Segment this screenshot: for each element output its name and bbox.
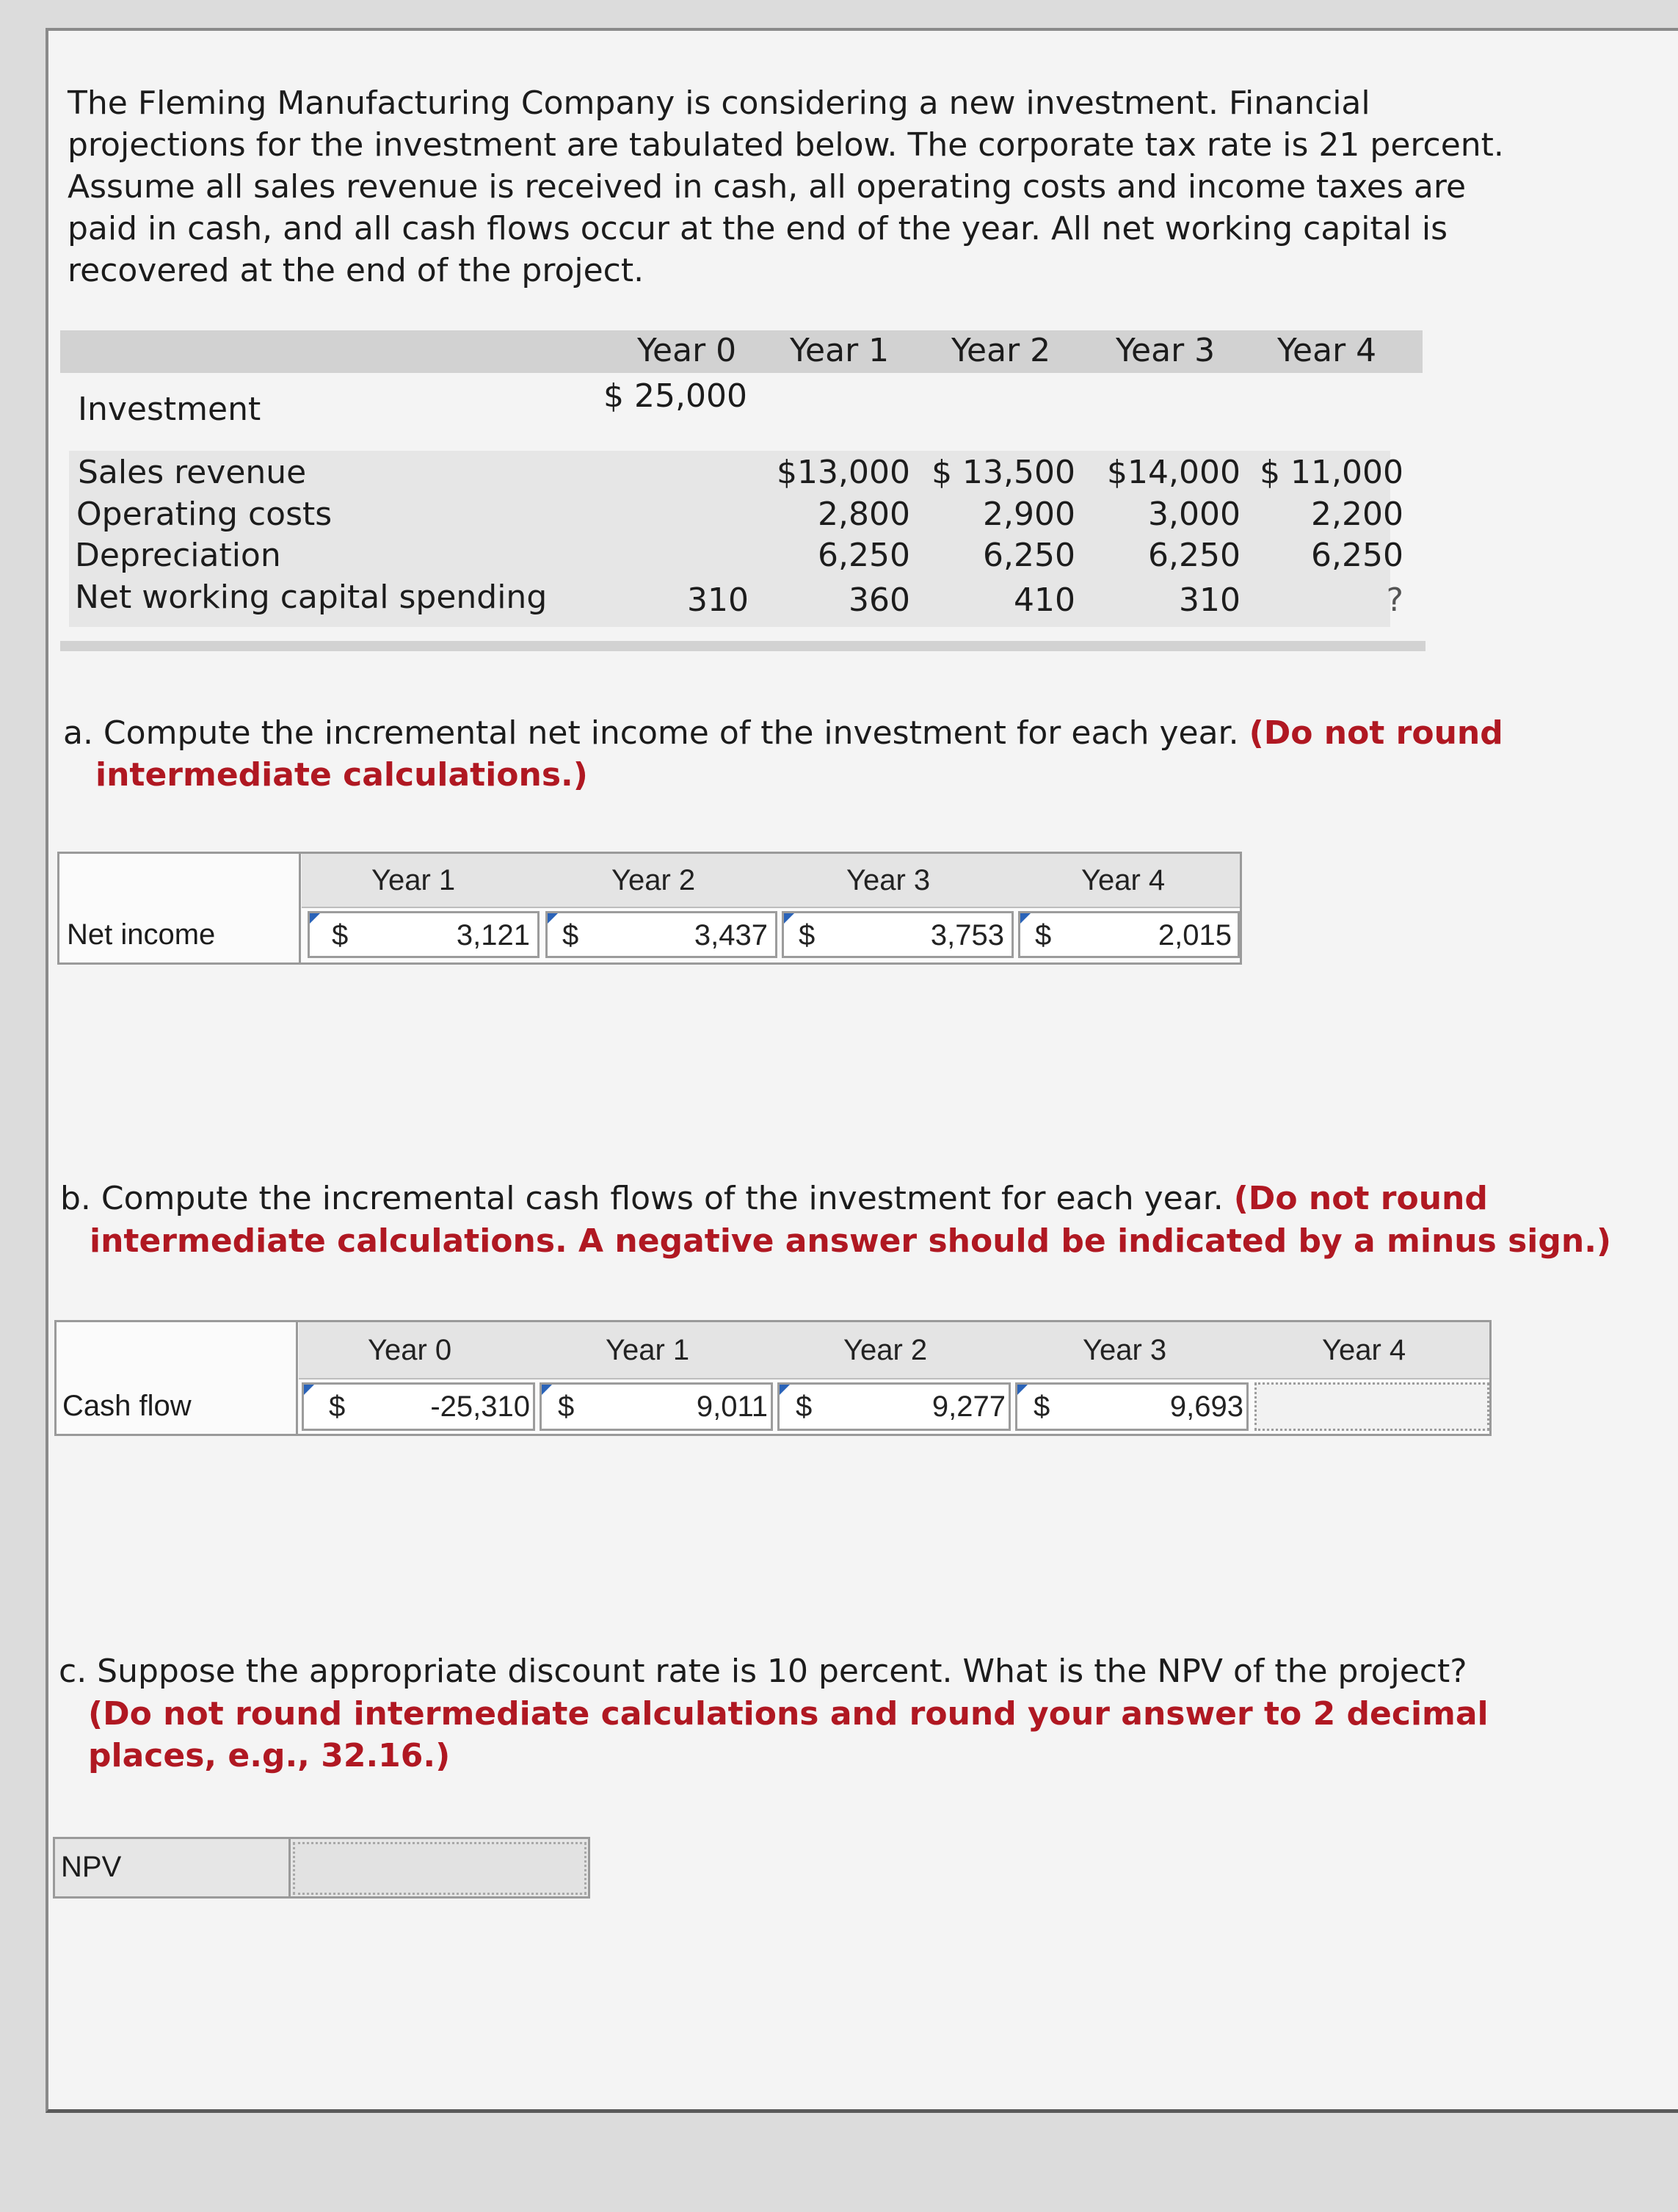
cf-header-year-2: Year 2 [843, 1334, 928, 1366]
net-income-year-1-value: 3,121 [456, 919, 530, 951]
net-income-year-3-input[interactable] [782, 911, 1014, 958]
cash-flow-year-0-input[interactable] [302, 1382, 535, 1431]
npv-input[interactable] [293, 1842, 586, 1895]
proj-header-year-1: Year 1 [790, 332, 890, 369]
net-income-label: Net income [67, 918, 216, 951]
net-income-year-3-value: 3,753 [930, 919, 1004, 951]
proj-row-label: Investment [78, 391, 261, 428]
cf-header-year-1: Year 1 [606, 1334, 690, 1366]
cf-header-year-0: Year 0 [368, 1334, 452, 1366]
proj-nwc-year-3: 310 [1179, 581, 1241, 619]
proj-sales-year-4: $ 11,000 [1260, 454, 1403, 491]
proj-header-year-2: Year 2 [951, 332, 1051, 369]
currency-symbol: $ [332, 919, 349, 951]
proj-nwc-year-0: 310 [687, 581, 749, 619]
flag-icon [548, 913, 558, 924]
net-income-year-2-value: 3,437 [694, 919, 768, 951]
npv-divider [288, 1839, 291, 1896]
flag-icon [784, 913, 794, 924]
npv-label: NPV [61, 1851, 122, 1883]
intro-line-1: The Fleming Manufacturing Company is considering a new investment. Financial [68, 84, 1370, 122]
part-a-prefix: a. Compute the incremental net income of the investment for each year. [63, 714, 1239, 752]
proj-row-label: Sales revenue [78, 454, 307, 491]
proj-dep-year-2: 6,250 [983, 537, 1075, 574]
cash-flow-label: Cash flow [62, 1390, 192, 1422]
cash-flow-year-0-value: -25,310 [430, 1390, 530, 1423]
currency-symbol: $ [562, 919, 579, 951]
proj-sales-year-2: $ 13,500 [931, 454, 1075, 491]
net-income-year-1-input[interactable] [308, 911, 540, 958]
intro-line-4: paid in cash, and all cash flows occur at the end of the year. All net working capital is [68, 210, 1448, 247]
proj-header-year-3: Year 3 [1116, 332, 1216, 369]
part-a-note-2: intermediate calculations.) [95, 756, 588, 794]
npv-table [53, 1837, 590, 1899]
cash-flow-divider [296, 1322, 298, 1434]
flag-icon [542, 1385, 552, 1395]
proj-row-label: Depreciation [75, 537, 281, 574]
ni-header-year-3: Year 3 [846, 864, 931, 896]
flag-icon [304, 1385, 314, 1395]
currency-symbol: $ [1034, 1390, 1050, 1423]
proj-opcost-year-2: 2,900 [983, 496, 1075, 533]
intro-line-3: Assume all sales revenue is received in cash, all operating costs and income taxes are [68, 168, 1467, 206]
currency-symbol: $ [558, 1390, 575, 1423]
cash-flow-table [54, 1320, 1492, 1436]
proj-nwc-year-2: 410 [1014, 581, 1075, 619]
ni-header-year-4: Year 4 [1081, 864, 1166, 896]
part-a-question [63, 712, 1503, 754]
projections-footer-band [60, 641, 1425, 651]
net-income-year-4-value: 2,015 [1158, 919, 1232, 951]
cf-header-year-4: Year 4 [1322, 1334, 1406, 1366]
proj-nwc-year-1: 360 [849, 581, 910, 619]
proj-investment-year-0: $ 25,000 [603, 377, 747, 415]
net-income-year-2-input[interactable] [545, 911, 777, 958]
part-b-note-1: (Do not round [1233, 1180, 1488, 1217]
flag-icon [780, 1385, 790, 1395]
cash-flow-year-1-value: 9,011 [696, 1390, 768, 1423]
currency-symbol: $ [799, 919, 816, 951]
flag-icon [1017, 1385, 1028, 1395]
cash-flow-year-3-value: 9,693 [1169, 1390, 1243, 1423]
intro-line-2: projections for the investment are tabulated below. The corporate tax rate is 21 percent. [68, 126, 1504, 164]
cash-flow-year-2-input[interactable] [777, 1382, 1011, 1431]
currency-symbol: $ [1035, 919, 1052, 951]
part-b-note-2: intermediate calculations. A negative answer should be indicated by a minus sign.) [90, 1222, 1612, 1260]
cash-flow-year-1-input[interactable] [540, 1382, 773, 1431]
proj-row-label: Net working capital spending [75, 579, 548, 616]
proj-sales-year-1: $13,000 [777, 454, 910, 491]
ni-header-year-2: Year 2 [611, 864, 696, 896]
part-c-question: c. Suppose the appropriate discount rate is 10 percent. What is the NPV of the project? [59, 1653, 1467, 1690]
proj-sales-year-3: $14,000 [1107, 454, 1241, 491]
part-a-note-1: (Do not round [1249, 714, 1503, 752]
proj-dep-year-4: 6,250 [1311, 537, 1403, 574]
proj-opcost-year-4: 2,200 [1311, 496, 1403, 533]
cash-flow-year-4-input[interactable] [1254, 1382, 1489, 1431]
proj-header-year-4: Year 4 [1277, 332, 1377, 369]
net-income-year-4-input[interactable] [1018, 911, 1240, 958]
flag-icon [1020, 913, 1031, 924]
proj-dep-year-3: 6,250 [1148, 537, 1241, 574]
part-c-note-1: (Do not round intermediate calculations and round your answer to 2 decimal [88, 1695, 1489, 1733]
currency-symbol: $ [329, 1390, 346, 1423]
ni-header-year-1: Year 1 [371, 864, 456, 896]
intro-line-5: recovered at the end of the project. [68, 252, 644, 289]
cf-header-year-3: Year 3 [1083, 1334, 1167, 1366]
proj-nwc-year-4: ? [1386, 581, 1403, 619]
proj-opcost-year-1: 2,800 [818, 496, 910, 533]
projections-header-band [60, 330, 1423, 373]
part-c-note-2: places, e.g., 32.16.) [88, 1737, 451, 1774]
flag-icon [310, 913, 320, 924]
part-b-question [60, 1178, 1488, 1219]
cash-flow-year-2-value: 9,277 [931, 1390, 1006, 1423]
proj-header-year-0: Year 0 [637, 332, 737, 369]
proj-dep-year-1: 6,250 [818, 537, 910, 574]
net-income-divider [299, 854, 301, 962]
part-b-prefix: b. Compute the incremental cash flows of the investment for each year. [60, 1180, 1224, 1217]
currency-symbol: $ [796, 1390, 813, 1423]
proj-row-label: Operating costs [76, 496, 333, 533]
net-income-table [57, 852, 1242, 965]
cash-flow-year-3-input[interactable] [1015, 1382, 1249, 1431]
proj-opcost-year-3: 3,000 [1148, 496, 1241, 533]
